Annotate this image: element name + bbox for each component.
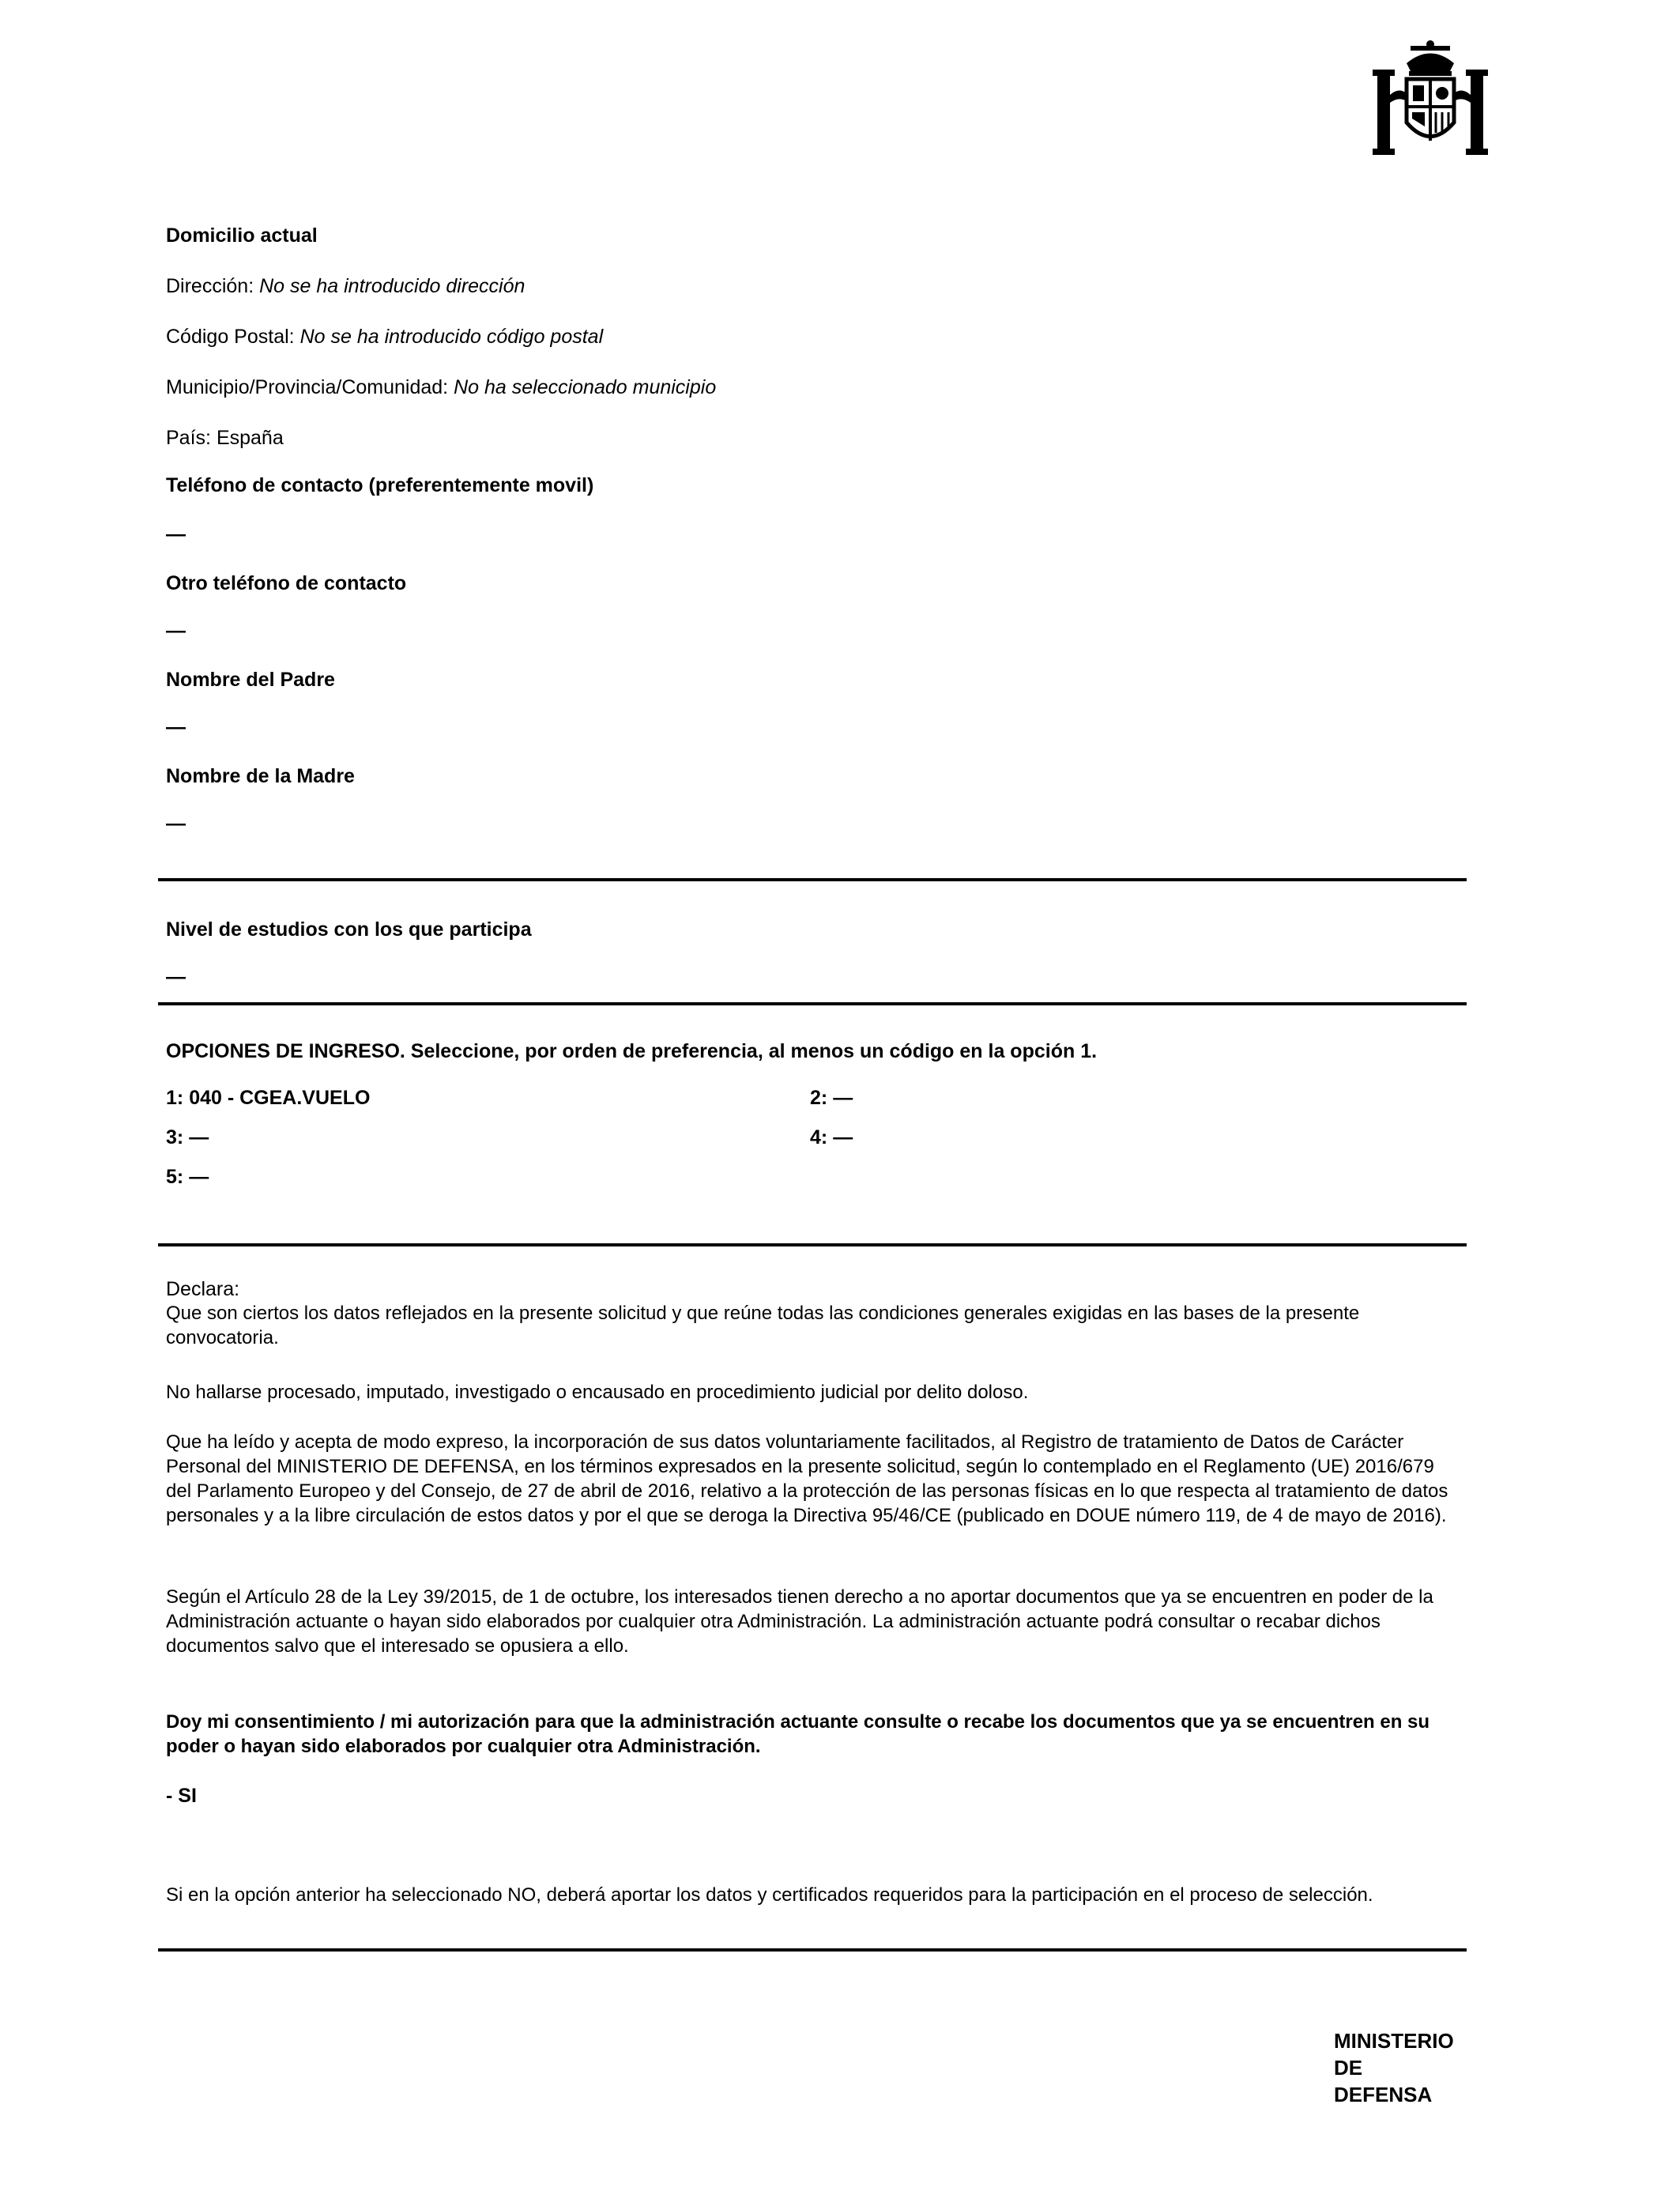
madre-value: —: [166, 813, 186, 835]
opcion-label: 2:: [810, 1087, 828, 1109]
padre-heading: Nombre del Padre: [166, 669, 335, 691]
estudios-heading: Nivel de estudios con los que participa: [166, 918, 532, 941]
opcion-1: [166, 1085, 370, 1111]
direccion-label: Dirección:: [166, 275, 254, 297]
padre-value: —: [166, 716, 186, 738]
opcion-value: —: [833, 1126, 853, 1148]
consent-text: Doy mi consentimiento / mi autorización para que la administración actuante consulte o recabe los documentos que ya se encuentren en su poder o hayan sido elaborados por cualquier otra Administración.: [166, 1711, 1430, 1757]
opcion-2: [810, 1085, 853, 1111]
opcion-value: —: [189, 1166, 209, 1188]
otro-telefono-heading: Otro teléfono de contacto: [166, 572, 407, 594]
opciones-heading: OPCIONES DE INGRESO. Seleccione, por orden de preferencia, al menos un código en la opción 1.: [166, 1040, 1098, 1062]
coat-of-arms-icon: [1371, 40, 1490, 158]
telefono-heading: Teléfono de contacto (preferentemente movil): [166, 474, 594, 496]
opcion-label: 5:: [166, 1166, 184, 1188]
opcion-label: 4:: [810, 1126, 828, 1148]
footer-line-3: DEFENSA: [1334, 2083, 1433, 2106]
direccion-row: [166, 273, 525, 299]
estudios-value: —: [166, 966, 186, 988]
footer-line-1: MINISTERIO: [1334, 2029, 1454, 2053]
opcion-label: 1:: [166, 1087, 184, 1109]
madre-heading: Nombre de la Madre: [166, 765, 355, 787]
municipio-label: Municipio/Provincia/Comunidad:: [166, 376, 449, 398]
footer-ministry: [1334, 2027, 1454, 2108]
declara-heading: Declara:: [166, 1278, 240, 1300]
codigo-postal-row: [166, 324, 603, 349]
telefono-value: —: [166, 523, 186, 545]
opcion-3: [166, 1125, 209, 1150]
pais-label: País:: [166, 427, 211, 449]
opcion-5: [166, 1164, 209, 1190]
divider-2: [158, 1002, 1467, 1005]
pais-row: [166, 425, 284, 451]
municipio-row: [166, 375, 716, 400]
opcion-value: —: [189, 1126, 209, 1148]
opcion-value: —: [833, 1087, 853, 1109]
domicilio-heading: Domicilio actual: [166, 224, 318, 247]
declara-paragraph-2: No hallarse procesado, imputado, investigado o encausado en procedimiento judicial por delito doloso.: [166, 1382, 1029, 1403]
opcion-label: 3:: [166, 1126, 184, 1148]
consent-note: Si en la opción anterior ha seleccionado NO, deberá aportar los datos y certificados requeridos para la participación en el proceso de selección.: [166, 1884, 1373, 1906]
opcion-value: 040 - CGEA.VUELO: [189, 1087, 371, 1109]
divider-4: [158, 1948, 1467, 1952]
codigo-postal-value: No se ha introducido código postal: [299, 326, 604, 348]
footer-line-2: DE: [1334, 2056, 1363, 2080]
pais-value: España: [216, 427, 284, 449]
declara-paragraph-3: Que ha leído y acepta de modo expreso, la incorporación de sus datos voluntariamente facilitados, al Registro de tratamiento de Datos de Carácter Personal del MINISTERIO DE DEFENSA, en los términos expresados en la presente solicitud, según lo contemplado en el Reglamento (UE) 2016/679 del Parlamento Europeo y del Consejo, de 27 de abril de 2016, relativo a la protección de las personas físicas en lo que respecta al tratamiento de datos personales y a la libre circulación de estos datos y por el que se deroga la Directiva 95/46/CE (publicado en DOUE número 119, de 4 de mayo de 2016).: [166, 1431, 1448, 1526]
consent-answer: - SI: [166, 1785, 197, 1807]
divider-1: [158, 878, 1467, 881]
opcion-4: [810, 1125, 853, 1150]
codigo-postal-label: Código Postal:: [166, 326, 295, 348]
otro-telefono-value: —: [166, 620, 186, 642]
declara-paragraph-1: Que son ciertos los datos reflejados en la presente solicitud y que reúne todas las condiciones generales exigidas en las bases de la presente convocatoria.: [166, 1303, 1360, 1348]
declara-paragraph-4: Según el Artículo 28 de la Ley 39/2015, de 1 de octubre, los interesados tienen derecho a no aportar documentos que ya se encuentren en poder de la Administración actuante o hayan sido elaborados por cualquier otra Administración. La administración actuante podrá consultar o recabar dichos documentos salvo que el interesado se opusiera a ello.: [166, 1586, 1433, 1657]
municipio-value: No ha seleccionado municipio: [454, 376, 717, 398]
direccion-value: No se ha introducido dirección: [259, 275, 525, 297]
divider-3: [158, 1243, 1467, 1246]
